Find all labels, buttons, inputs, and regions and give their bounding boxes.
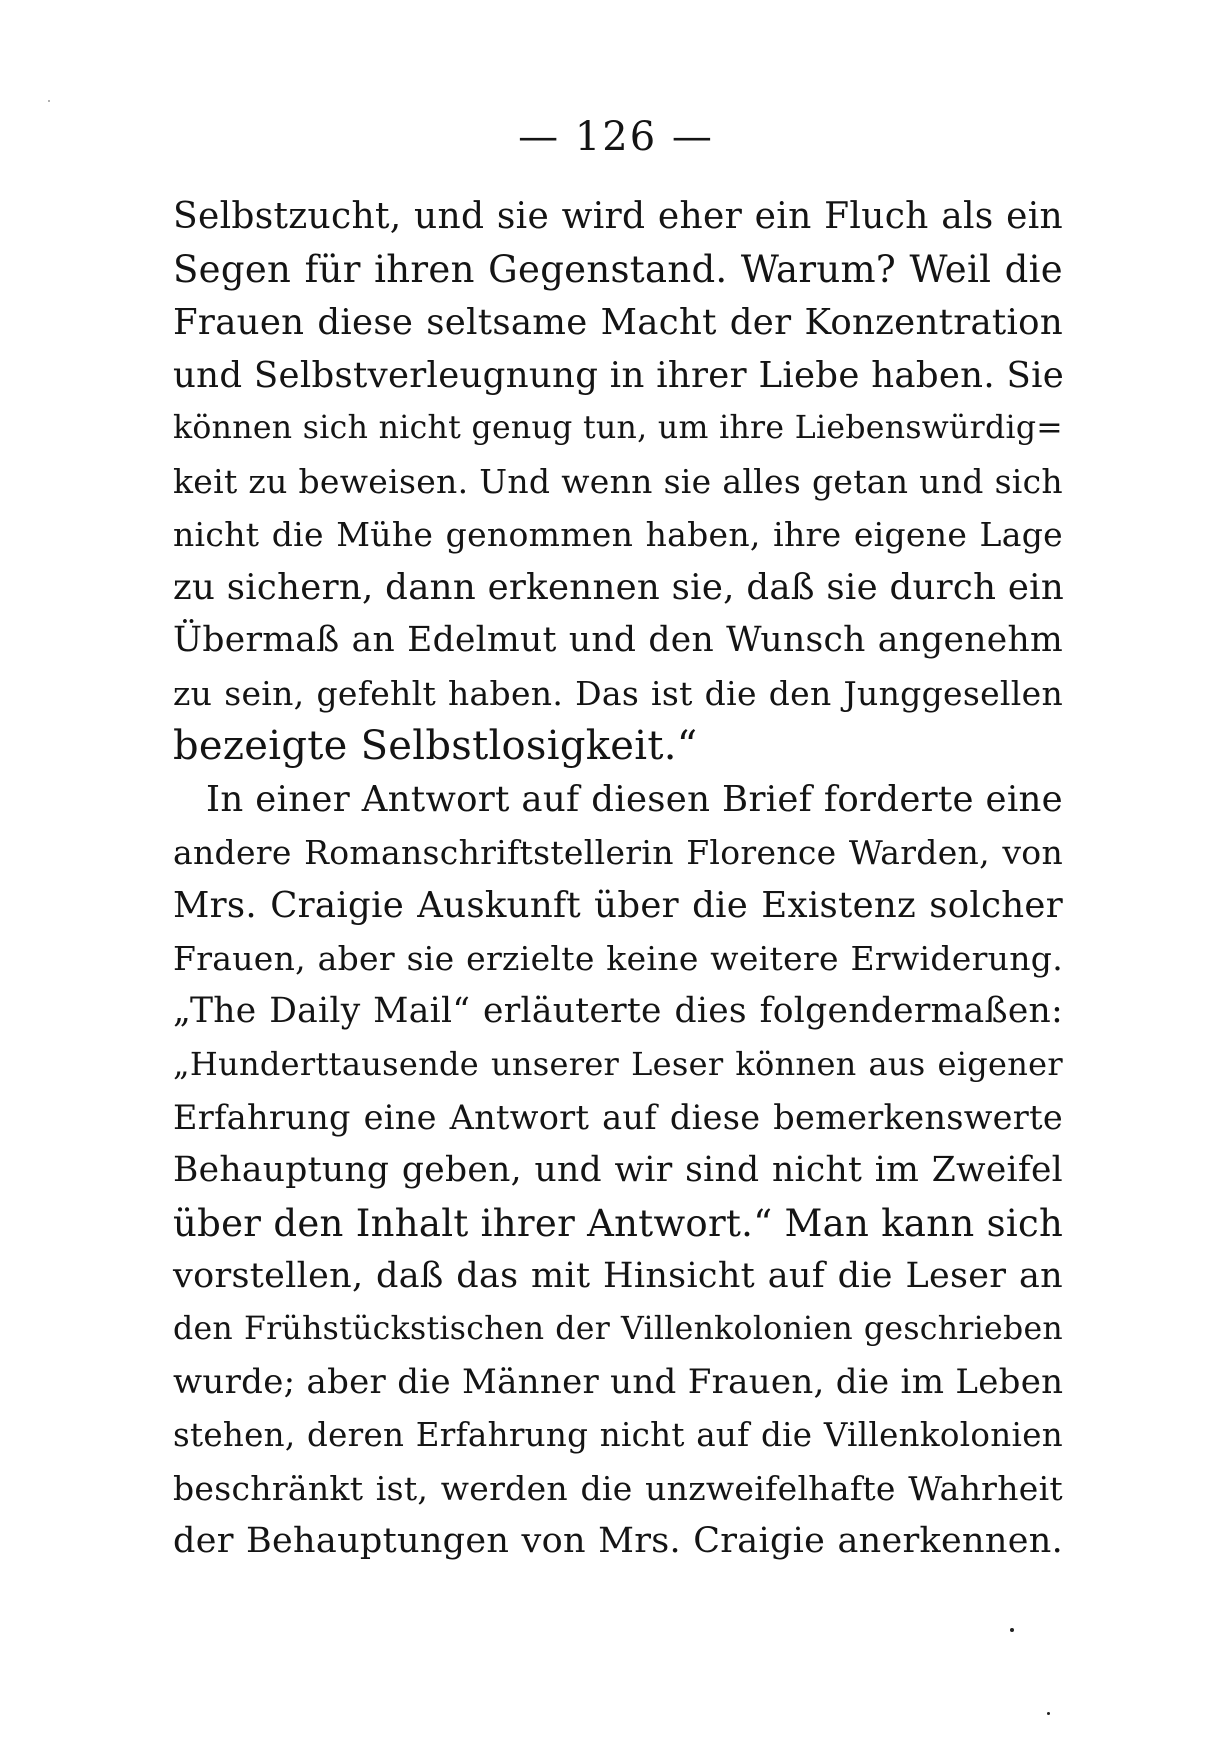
text-line: Frauen, aber sie erzielte keine weitere Erwiderung. [173,939,1063,978]
text-line: können sich nicht genug tun, um ihre Liebenswürdig= [173,410,1063,446]
text-line: zu sein, gefehlt haben. Das ist die den Junggesellen [173,674,1063,713]
text-line: keit zu beweisen. Und wenn sie alles getan und sich [173,462,1063,501]
text-line: und Selbstverleugnung in ihrer Liebe haben. Sie [173,355,1065,396]
text-line: bezeigte Selbstlosigkeit.“ [173,723,698,769]
text-line: „Hunderttausende unserer Leser können aus eigener [173,1045,1063,1083]
text-line: Frauen diese seltsame Macht der Konzentration [173,302,1063,343]
print-speck [1010,1628,1014,1632]
print-speck [48,100,50,102]
text-line: „The Daily Mail“ erläuterte dies folgendermaßen: [173,991,1063,1031]
text-line: über den Inhalt ihrer Antwort.“ Man kann sich [173,1202,1064,1245]
paragraph-start-line: In einer Antwort auf diesen Brief forderte eine [206,779,1063,820]
text-line: vorstellen, daß das mit Hinsicht auf die Leser an [173,1256,1063,1296]
text-line: den Frühstückstischen der Villenkolonien geschrieben [173,1311,1063,1347]
text-line: Selbstzucht, und sie wird eher ein Fluch als ein [173,196,1063,237]
text-line: nicht die Mühe genommen haben, ihre eigene Lage [173,515,1063,554]
text-line: der Behauptungen von Mrs. Craigie anerkennen. [173,1521,1063,1561]
text-line: beschränkt ist, werden die unzweifelhafte Wahrheit [173,1469,1063,1508]
text-line: wurde; aber die Männer und Frauen, die im Leben [173,1362,1064,1402]
text-line: andere Romanschriftstellerin Florence Warden, von [173,833,1063,872]
print-speck [1047,1712,1050,1715]
body-text [173,190,1063,1568]
text-line: Behauptung geben, und wir sind nicht im Zweifel [173,1150,1063,1190]
text-line: Übermaß an Edelmut und den Wunsch angenehm [173,620,1063,660]
text-line: stehen, deren Erfahrung nicht auf die Villenkolonien [173,1416,1063,1454]
text-line: Segen für ihren Gegenstand. Warum? Weil die [173,248,1063,291]
text-line: Mrs. Craigie Auskunft über die Existenz solcher [173,885,1063,926]
text-line: zu sichern, dann erkennen sie, daß sie durch ein [173,567,1064,608]
page-number: — 126 — [518,114,714,160]
text-line: Erfahrung eine Antwort auf diese bemerkenswerte [173,1098,1063,1137]
